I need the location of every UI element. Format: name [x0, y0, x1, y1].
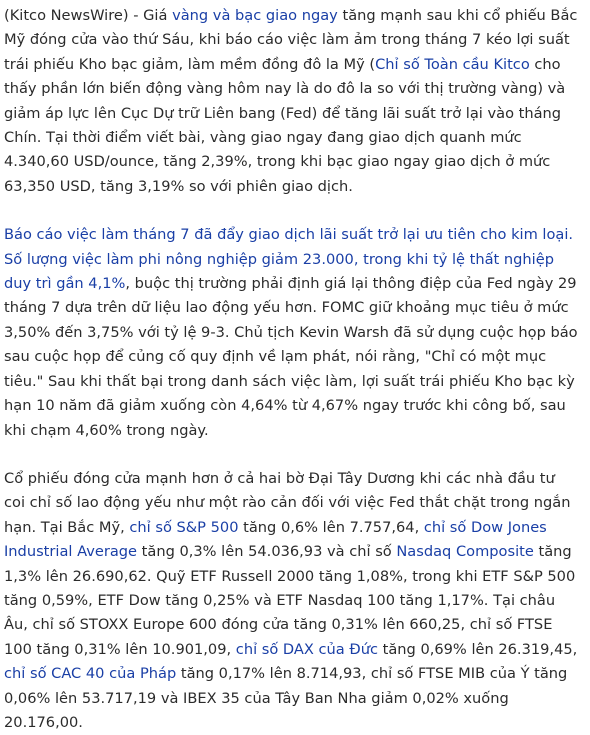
paragraph-1 — [4, 4, 578, 199]
text-segment: tăng mạnh sau khi cổ phiếu Bắc Mỹ đóng cửa vào thứ Sáu, khi báo cáo việc làm ảm trong tháng 7 kéo lợi suất trái phiếu Kho bạc giảm, làm mềm đồng đô la Mỹ ( — [4, 7, 578, 73]
jobs-report-link[interactable]: Báo cáo việc làm tháng 7 đã đẩy giao dịch lãi suất trở lại ưu tiên cho kim loại. Số lượng việc làm phi nông nghiệp giảm 23.000, trong khi tỷ lệ thất nghiệp duy trì gần 4,1% — [4, 226, 574, 293]
text-segment: tăng 1,3% lên 26.690,62. Quỹ ETF Russell 2000 tăng 1,08%, trong khi ETF S&P 500 tăng 0,59%, ETF Dow tăng 0,25% và ETF Nasdaq 100 tăng 1,17%. Tại châu Âu, chỉ số STOXX Europe 600 đóng cửa tăng 0,31% lên 660,25, chỉ số FTSE 100 tăng 0,31% lên 10.901,09, — [4, 543, 576, 658]
text-segment: , buộc thị trường phải định giá lại thông điệp của Fed ngày 29 tháng 7 dựa trên dữ liệu lao động yếu hơn. FOMC giữ khoảng mục tiêu ở mức 3,50% đến 3,75% với tỷ lệ 9-3. Chủ tịch Kevin Warsh đã sử dụng cuộc họp báo sau cuộc họp để củng cố quy định về lạm phát, nói rằng, "Chỉ có một mục tiêu." Sau khi thất bại trong danh sách việc làm, lợi suất trái phiếu Kho bạc kỳ hạn 10 năm đã giảm xuống còn 4,64% từ 4,67% ngay trước khi công bố, sau khi chạm 4,60% trong ngày. — [4, 275, 578, 439]
text-segment: tăng 0,69% lên 26.319,45, — [377, 640, 578, 658]
sp500-link[interactable]: chỉ số S&P 500 — [129, 518, 239, 536]
dax-link[interactable]: chỉ số DAX của Đức — [235, 640, 378, 658]
nasdaq-composite-link[interactable]: Nasdaq Composite — [396, 543, 534, 561]
text-segment: tăng 0,3% lên 54.036,93 và chỉ số — [137, 543, 397, 561]
paragraph-3 — [4, 467, 578, 735]
text-segment: cho thấy phần lớn biến động vàng hôm nay là do đô la so với thị trường vàng) và giảm áp lực lên Cục Dự trữ Liên bang (Fed) để tăng lãi suất trở lại vào tháng Chín. Tại thời điểm viết bài, vàng giao ngay đang giao dịch quanh mức 4.340,60 USD/ounce, tăng 2,39%, trong khi bạc giao ngay giao dịch ở mức 63,350 USD, tăng 3,19% so với phiên giao dịch. — [4, 55, 566, 195]
text-segment: (Kitco NewsWire) - Giá — [4, 7, 173, 24]
text-segment: Cổ phiếu đóng cửa mạnh hơn ở cả hai bờ Đại Tây Dương khi các nhà đầu tư coi chỉ số lao động yếu như một rào cản đối với việc Fed thắt chặt trong ngắn hạn. Tại Bắc Mỹ, — [4, 469, 571, 536]
paragraph-2 — [4, 223, 578, 443]
text-segment: tăng 0,17% lên 8.714,93, chỉ số FTSE MIB của Ý tăng 0,06% lên 53.717,19 và IBEX 35 của Tây Ban Nha giảm 0,02% xuống 20.176,00. — [4, 665, 568, 731]
cac40-link[interactable]: chỉ số CAC 40 của Pháp — [4, 665, 177, 683]
text-segment: tăng 0,6% lên 7.757,64, — [238, 518, 424, 536]
dow-jones-link[interactable]: chỉ số Dow Jones Industrial Average — [4, 518, 547, 561]
kitco-global-index-link[interactable]: Chỉ số Toàn cầu Kitco — [375, 55, 530, 73]
spot-gold-silver-link[interactable]: vàng và bạc giao ngay — [172, 7, 338, 24]
